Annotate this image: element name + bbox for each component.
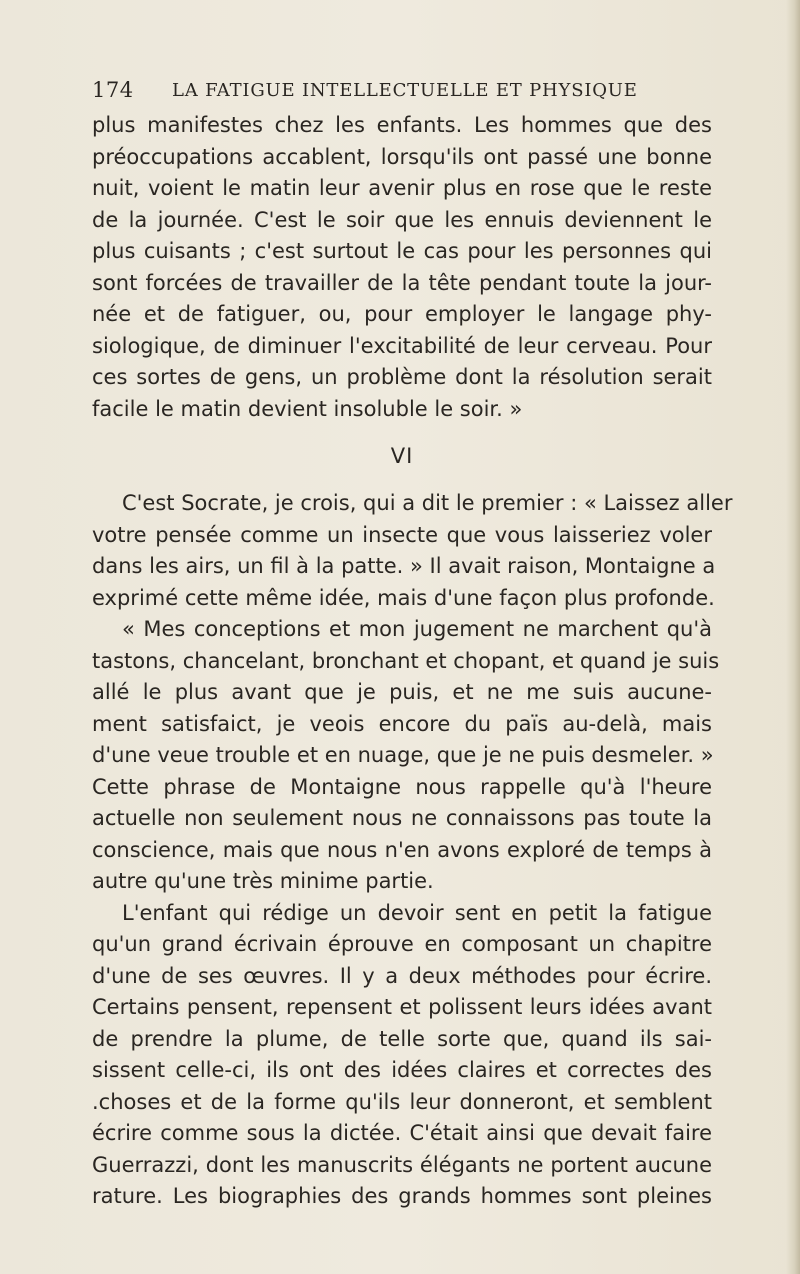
text-line: sissent celle-ci, ils ont des idées claires et correctes des bbox=[92, 1058, 712, 1082]
text-line: C'est Socrate, je crois, qui a dit le premier : « Laissez aller bbox=[122, 491, 733, 515]
text-line: .choses et de la forme qu'ils leur donneront, et semblent bbox=[92, 1089, 712, 1114]
text-line: de la journée. C'est le soir que les ennuis deviennent le bbox=[92, 207, 712, 232]
text-line: actuelle non seulement nous ne connaissons pas toute la bbox=[92, 806, 712, 830]
text-line: autre qu'une très minime partie. bbox=[92, 869, 434, 893]
text-line: sont forcées de travailler de la tête pendant toute la jour- bbox=[92, 270, 712, 295]
text-line: ment satisfaict, je veois encore du païs au-delà, mais bbox=[92, 711, 712, 736]
text-line: de prendre la plume, de telle sorte que, quand ils sai- bbox=[92, 1026, 712, 1051]
text-line: « Mes conceptions et mon jugement ne marchent qu'à bbox=[122, 617, 712, 641]
page-header bbox=[92, 70, 712, 110]
text-line: Cette phrase de Montaigne nous rappelle qu'à l'heure bbox=[92, 774, 712, 799]
paragraph bbox=[92, 110, 712, 425]
text-line: d'une de ses œuvres. Il y a deux méthodes pour écrire. bbox=[92, 963, 712, 988]
paragraph bbox=[92, 488, 733, 614]
text-line: plus cuisants ; c'est surtout le cas pour les personnes qui bbox=[92, 239, 712, 263]
text-line: d'une veue trouble et en nuage, que je ne puis desmeler. » bbox=[92, 743, 714, 767]
text-line: Guerrazzi, dont les manuscrits élégants ne portent aucune bbox=[92, 1152, 712, 1177]
text-line: ces sortes de gens, un problème dont la résolution serait bbox=[92, 365, 712, 389]
text-line: tastons, chancelant, bronchant et chopant, et quand je suis bbox=[92, 648, 720, 673]
paragraph bbox=[92, 614, 720, 898]
text-line: plus manifestes chez les enfants. Les hommes que des bbox=[92, 113, 712, 137]
text-line: siologique, de diminuer l'excitabilité de leur cerveau. Pour bbox=[92, 333, 712, 358]
text-line: qu'un grand écrivain éprouve en composant un chapitre bbox=[92, 932, 712, 956]
text-line: rature. Les biographies des grands hommes sont pleines bbox=[92, 1184, 712, 1208]
text-line: votre pensée comme un insecte que vous laisseriez voler bbox=[92, 522, 712, 547]
text-line: préoccupations accablent, lorsqu'ils ont passé une bonne bbox=[92, 144, 712, 169]
running-title: LA FATIGUE INTELLECTUELLE ET PHYSIQUE bbox=[172, 80, 638, 101]
text-line: écrire comme sous la dictée. C'était ainsi que devait faire bbox=[92, 1121, 712, 1145]
section-heading: VI bbox=[390, 444, 414, 468]
text-line: Certains pensent, repensent et polissent leurs idées avant bbox=[92, 995, 712, 1019]
text-line: dans les airs, un fil à la patte. » Il avait raison, Montaigne a bbox=[92, 554, 716, 578]
text-line: facile le matin devient insoluble le soir. » bbox=[92, 396, 523, 421]
text-line: née et de fatiguer, ou, pour employer le langage phy- bbox=[92, 302, 712, 326]
text-line: L'enfant qui rédige un devoir sent en petit la fatigue bbox=[122, 900, 712, 925]
text-line: exprimé cette même idée, mais d'une façon plus profonde. bbox=[92, 585, 715, 610]
text-line: allé le plus avant que je puis, et ne me suis aucune- bbox=[92, 680, 712, 704]
page-number: 174 bbox=[92, 78, 134, 102]
page-edge-shadow bbox=[786, 0, 800, 1274]
text-line: nuit, voient le matin leur avenir plus en rose que le reste bbox=[92, 176, 712, 200]
paragraph bbox=[92, 898, 712, 1213]
text-line: conscience, mais que nous n'en avons exploré de temps à bbox=[92, 837, 712, 862]
body-text bbox=[92, 110, 733, 1213]
